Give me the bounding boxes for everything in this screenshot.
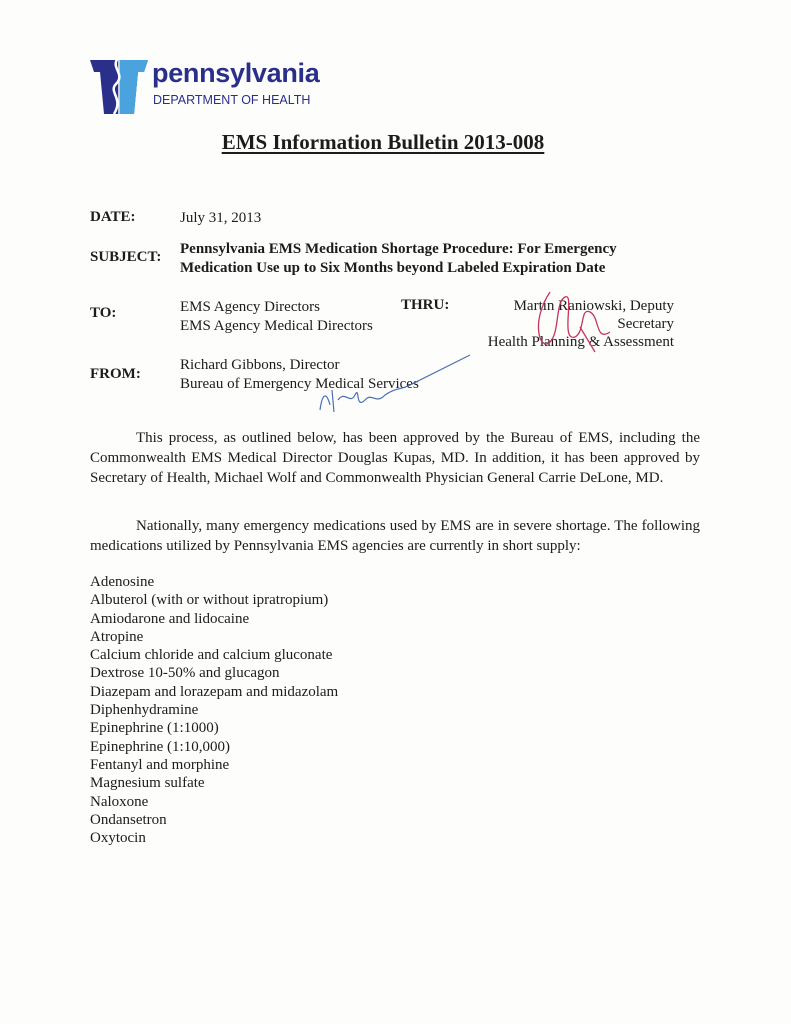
list-item: Naloxone [90, 793, 149, 810]
pa-health-logo [88, 56, 328, 116]
bulletin-title: EMS Information Bulletin 2013-008 [221, 130, 545, 154]
subject-label: SUBJECT: [90, 249, 162, 265]
list-item: Dextrose 10-50% and glucagon [90, 665, 280, 682]
from-value: Richard Gibbons, Director Bureau of Emergency Medical Services [180, 357, 419, 392]
to-value: EMS Agency Directors EMS Agency Medical Directors [180, 299, 373, 334]
from-label: FROM: [90, 366, 141, 382]
list-item: Epinephrine (1:10,000) [90, 738, 230, 755]
list-item: Fentanyl and morphine [90, 756, 230, 773]
list-item: Epinephrine (1:1000) [90, 720, 219, 737]
thru-value: Martin Raniowski, Deputy Secretary Health Planning & Assessment [487, 298, 674, 350]
subject-value: Pennsylvania EMS Medication Shortage Procedure: For Emergency Medication Use up to Six Months beyond Labeled Expiration Date [180, 241, 617, 276]
list-item: Atropine [90, 628, 144, 645]
list-item: Amiodarone and lidocaine [90, 610, 250, 627]
date-label: DATE: [90, 209, 136, 225]
list-item: Calcium chloride and calcium gluconate [90, 647, 333, 664]
list-item: Diazepam and lorazepam and midazolam [90, 683, 339, 700]
paragraph-approval: This process, as outlined below, has been approved by the Bureau of EMS, including the Commonwealth EMS Medical Director Douglas Kupas, MD. In addition, it has been approved by Secretary of Health, Michael Wolf and Commonwealth Physician General Carrie DeLone, MD. [90, 430, 700, 486]
thru-label: THRU: [401, 297, 450, 313]
logo-name: pennsylvania [152, 58, 320, 88]
paragraph-shortage: Nationally, many emergency medications used by EMS are in severe shortage. The following medications utilized by Pennsylvania EMS agencies are currently in short supply: [90, 518, 700, 554]
list-item: Oxytocin [90, 830, 146, 847]
keystone-icon [88, 56, 150, 116]
list-item: Diphenhydramine [90, 702, 199, 719]
list-item: Magnesium sulfate [90, 775, 205, 792]
to-label: TO: [90, 305, 117, 321]
logo-department: DEPARTMENT OF HEALTH [153, 93, 311, 107]
medication-list [90, 573, 338, 847]
date-value: July 31, 2013 [180, 210, 262, 226]
list-item: Albuterol (with or without ipratropium) [90, 592, 329, 609]
list-item: Adenosine [90, 574, 155, 590]
list-item: Ondansetron [90, 811, 167, 828]
